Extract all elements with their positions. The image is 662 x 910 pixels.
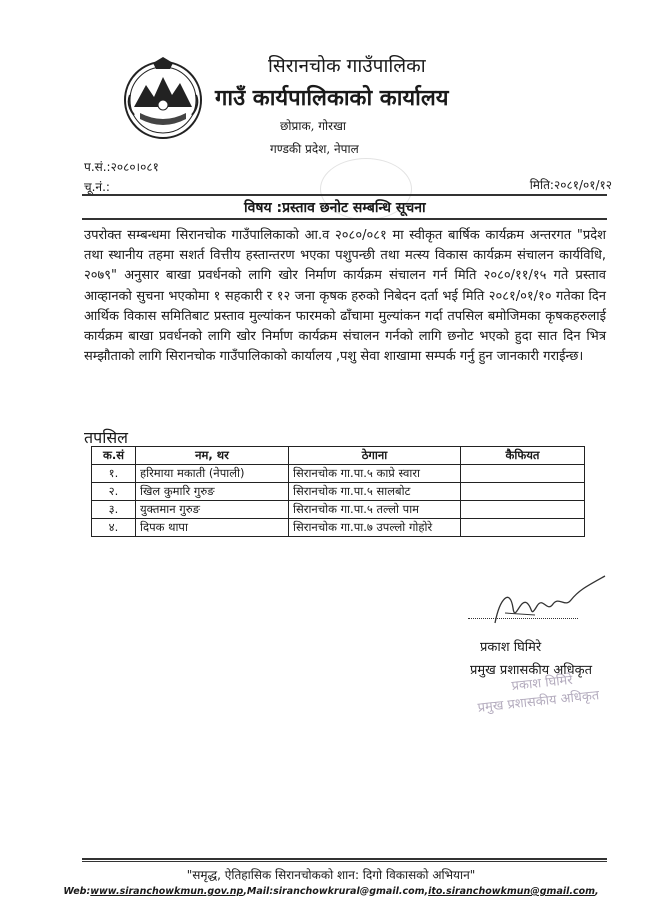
cell-name: खिल कुमारि गुरुङ: [136, 483, 289, 501]
footer-motto: "समृद्ध, ऐतिहासिक सिरानचोकको शान: दिगो विकासको अभियान": [186, 868, 476, 882]
email-address[interactable]: siranchowkrural@gmail.com: [273, 886, 425, 897]
table-row: [92, 483, 585, 501]
col-name: नम, थर: [136, 447, 289, 465]
website-link[interactable]: www.siranchowkmun.gov.np: [90, 886, 244, 897]
subject-line: विषय :प्रस्ताव छनोट सम्बन्धि सूचना: [244, 200, 426, 216]
notice-body: उपरोक्त सम्बन्धमा सिरानचोक गाउँपालिकाको आ.व २०८०/०८१ मा स्वीकृत बार्षिक कार्यक्रम अन्तरगत "प्रदेश तथा स्थानीय तहमा सशर्त वित्तीय हस्तान्तरण भएका पशुपन्छी तथा मत्स्य विकास कार्यक्रम संचालन कार्यविधि, २०७९" अनुसार बाखा प्रवर्धनको लागि खोर निर्माण कार्यक्रम संचालन गर्न मिति २०८०/११/१५ गते प्रस्ताव आव्हानको सुचना भएकोमा १ सहकारी र १२ जना कृषक हरुको निबेदन दर्ता भई मिति २०८१/०१/१० गतेका दिन आर्थिक विकास समितिबाट प्रस्ताव मुल्यांकन फारमको ढाँचामा मुल्यांकन गर्दा तपसिल बमोजिमका कृषकहरुलाई कार्यक्रम बाखा प्रवर्धनको लागि खोर निर्माण कार्यक्रम संचालन गर्नको लागि छनोट भएको हुदा सात दिन भित्र सम्झौताको लागि सिरानचोक गाउँपालिकाको कार्यालय ,पशु सेवा शाखामा सम्पर्क गर्नु हुन जानकारी गराईन्छ।: [84, 228, 606, 365]
footer-contacts: [0, 886, 662, 897]
cell-address: सिरानचोक गा.पा.५ सालबोट: [289, 483, 461, 501]
separator: ,: [424, 886, 429, 897]
mail-label: ,Mail:: [243, 886, 274, 897]
table-row: [92, 501, 585, 519]
cell-address: सिरानचोक गा.पा.७ उपल्लो गोहोरे: [289, 519, 461, 537]
cell-name: दिपक थापा: [136, 519, 289, 537]
office-name: गाउँ कार्यपालिकाको कार्यालय: [215, 85, 449, 111]
cell-serial: २.: [92, 483, 136, 501]
selected-farmers-table: [91, 446, 585, 537]
web-label: Web:: [63, 886, 91, 897]
signatory-name: प्रकाश घिमिरे: [480, 640, 542, 655]
col-address: ठेगाना: [289, 447, 461, 465]
cell-name: हरिमाया मकाती (नेपाली): [136, 465, 289, 483]
signature-line: [468, 618, 578, 619]
footer-rule-thin: [82, 861, 607, 862]
cell-serial: १.: [92, 465, 136, 483]
letter-date: मिति:२०८१/०१/१२: [529, 178, 612, 192]
cell-remarks: [461, 501, 585, 519]
cell-name: युक्तमान गुरुङ: [136, 501, 289, 519]
dispatch-number: चू.नं.:: [84, 180, 110, 194]
tapasil-heading: तपसिल: [84, 428, 129, 447]
cell-serial: ४.: [92, 519, 136, 537]
government-emblem: [120, 55, 206, 141]
municipality-name: सिरानचोक गाउँपालिका: [268, 55, 426, 77]
office-province: गण्डकी प्रदेश, नेपाल: [270, 142, 359, 156]
cell-serial: ३.: [92, 501, 136, 519]
handwritten-signature: [475, 568, 615, 638]
cell-address: सिरानचोक गा.पा.५ काप्रे स्वारा: [289, 465, 461, 483]
footer-rule: [82, 858, 607, 860]
cell-address: सिरानचोक गा.पा.५ तल्लो पाम: [289, 501, 461, 519]
stamp-name: प्रकाश घिमिरे: [510, 672, 574, 695]
ito-email-link[interactable]: ito.siranchowkmun@gmail.com: [428, 886, 596, 897]
office-location: छोप्राक, गोरखा: [280, 119, 346, 133]
col-serial: क.सं: [92, 447, 136, 465]
stamp-title: प्रमुख प्रशासकीय अधिकृत: [476, 688, 600, 716]
cell-remarks: [461, 519, 585, 537]
cell-remarks: [461, 465, 585, 483]
letter-number: प.सं.:२०८०।०८१: [84, 160, 159, 174]
subject-top-rule: [82, 194, 607, 196]
table-row: [92, 465, 585, 483]
table-header-row: [92, 447, 585, 465]
table-row: [92, 519, 585, 537]
signatory-title: प्रमुख प्रशासकीय अधिकृत: [470, 663, 593, 678]
col-remarks: कैफियत: [461, 447, 585, 465]
trailing-comma: ,: [595, 886, 599, 897]
cell-remarks: [461, 483, 585, 501]
subject-bottom-rule: [82, 218, 607, 220]
